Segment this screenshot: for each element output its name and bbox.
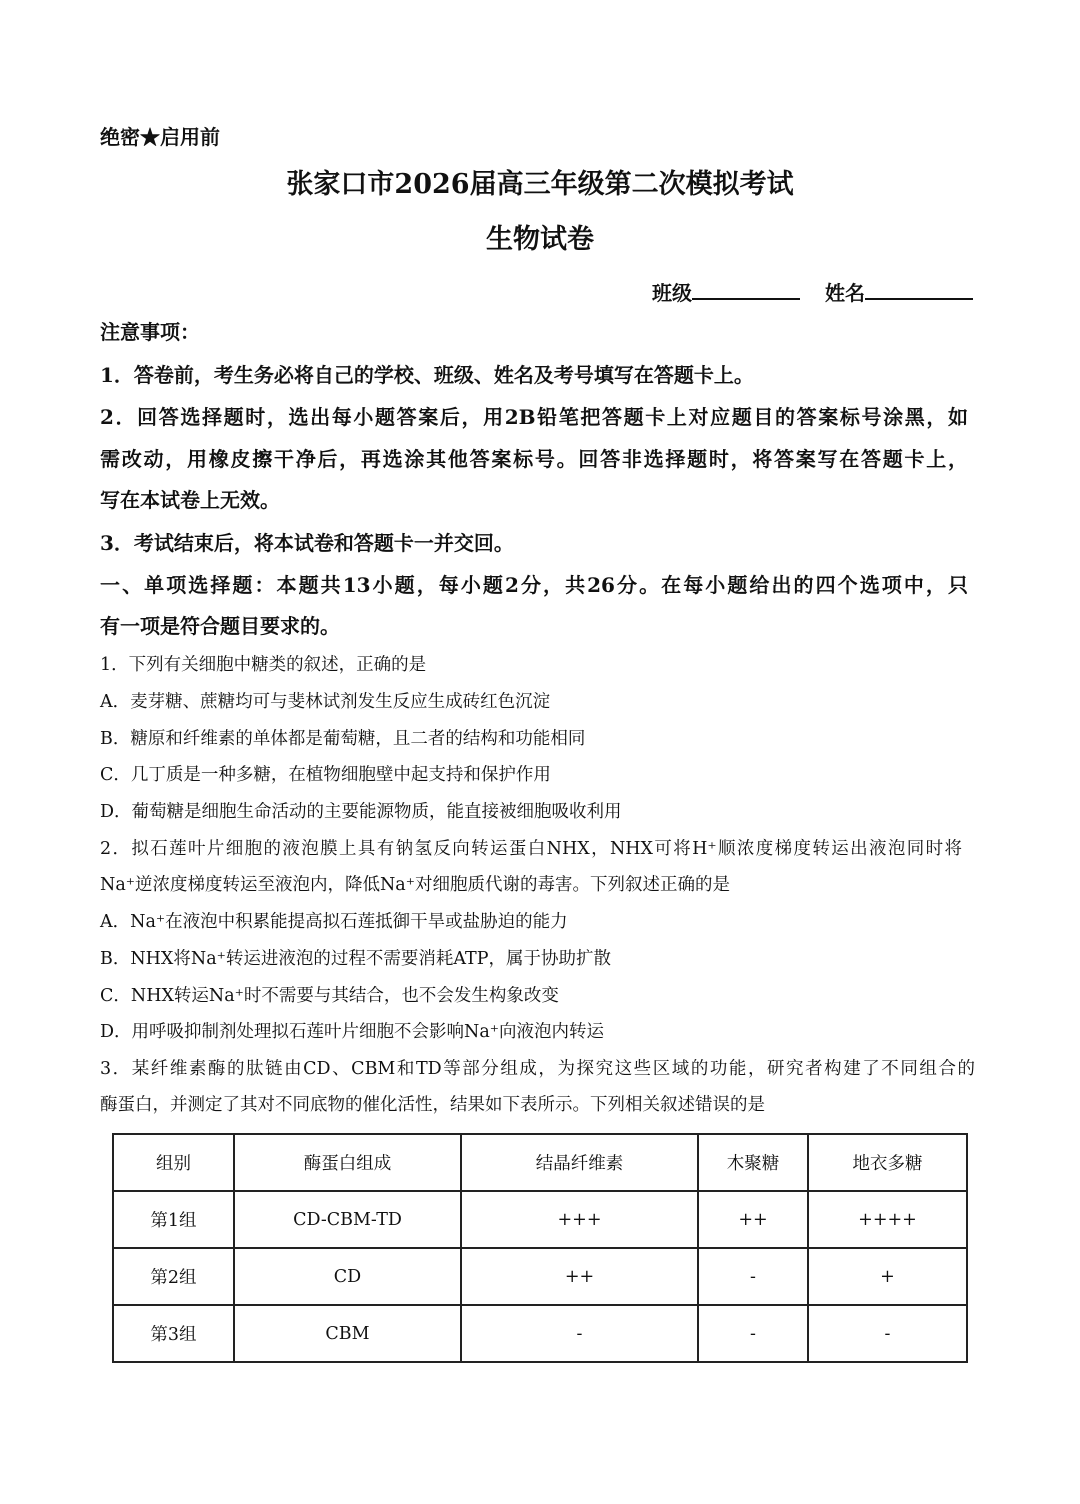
table-row [113, 1191, 967, 1248]
table-cell: 第3组 [113, 1305, 234, 1362]
section-heading: 一、单项选择题：本题共13小题，每小题2分，共26分。在每小题给出的四个选项中，只 [100, 573, 968, 597]
note-line: 需改动，用橡皮擦干净后，再选涂其他答案标号。回答非选择题时，将答案写在答题卡上， [100, 447, 968, 471]
name-label: 姓名 [824, 281, 865, 305]
question-option: B．糖原和纤维素的单体都是葡萄糖，且二者的结构和功能相同 [100, 729, 586, 749]
exam-title: 张家口市2026届高三年级第二次模拟考试 [286, 169, 794, 200]
table-cell: CD [234, 1248, 461, 1305]
note-line: 2．回答选择题时，选出每小题答案后，用2B铅笔把答题卡上对应题目的答案标号涂黑，如 [100, 405, 968, 429]
table-header: 结晶纤维素 [461, 1134, 698, 1191]
question-option: D．葡萄糖是细胞生命活动的主要能源物质，能直接被细胞吸收利用 [100, 802, 622, 822]
table-cell: ++++ [808, 1191, 967, 1248]
table-cell: 第2组 [113, 1248, 234, 1305]
table-cell: + [808, 1248, 967, 1305]
table-cell: 第1组 [113, 1191, 234, 1248]
table-cell: - [698, 1248, 808, 1305]
question-stem: 2．拟石莲叶片细胞的液泡膜上具有钠氢反向转运蛋白NHX，NHX可将H⁺顺浓度梯度转运出液泡同时将 [100, 839, 962, 859]
question-option: A．Na⁺在液泡中积累能提高拟石莲抵御干旱或盐胁迫的能力 [100, 912, 568, 932]
question-option: D．用呼吸抑制剂处理拟石莲叶片细胞不会影响Na⁺向液泡内转运 [100, 1022, 605, 1042]
enzyme-activity-table [112, 1133, 968, 1363]
question-stem: 3．某纤维素酶的肽链由CD、CBM和TD等部分组成，为探究这些区域的功能，研究者构建了不同组合的 [100, 1059, 975, 1079]
table-cell: ++ [461, 1248, 698, 1305]
class-label: 班级 [652, 281, 692, 305]
name-blank [865, 280, 973, 300]
question-stem: 1．下列有关细胞中糖类的叙述，正确的是 [100, 655, 427, 675]
question-stem: Na⁺逆浓度梯度转运至液泡内，降低Na⁺对细胞质代谢的毒害。下列叙述正确的是 [100, 875, 730, 895]
class-name-fields [652, 280, 973, 303]
question-stem: 酶蛋白，并测定了其对不同底物的催化活性，结果如下表所示。下列相关叙述错误的是 [100, 1095, 765, 1115]
table-cell: +++ [461, 1191, 698, 1248]
table-cell: CBM [234, 1305, 461, 1362]
table-cell: CD-CBM-TD [234, 1191, 461, 1248]
notes-heading: 注意事项： [100, 320, 200, 344]
question-option: C．几丁质是一种多糖，在植物细胞壁中起支持和保护作用 [100, 765, 551, 785]
table-row [113, 1248, 967, 1305]
table-cell: ++ [698, 1191, 808, 1248]
note-line: 写在本试卷上无效。 [100, 488, 280, 512]
table-cell: - [808, 1305, 967, 1362]
table-header-row [113, 1134, 967, 1191]
section-heading: 有一项是符合题目要求的。 [100, 614, 340, 638]
table-header: 酶蛋白组成 [234, 1134, 461, 1191]
table-header: 木聚糖 [698, 1134, 808, 1191]
note-line: 3．考试结束后，将本试卷和答题卡一并交回。 [100, 531, 514, 555]
question-option: B．NHX将Na⁺转运进液泡的过程不需要消耗ATP，属于协助扩散 [100, 949, 612, 969]
table-cell: - [461, 1305, 698, 1362]
table-cell: - [698, 1305, 808, 1362]
table-row [113, 1305, 967, 1362]
question-option: A．麦芽糖、蔗糖均可与斐林试剂发生反应生成砖红色沉淀 [100, 692, 551, 712]
table-header: 组别 [113, 1134, 234, 1191]
note-line: 1．答卷前，考生务必将自己的学校、班级、姓名及考号填写在答题卡上。 [100, 363, 754, 387]
question-option: C．NHX转运Na⁺时不需要与其结合，也不会发生构象改变 [100, 986, 559, 1006]
table-header: 地衣多糖 [808, 1134, 967, 1191]
secret-label: 绝密★启用前 [100, 125, 220, 149]
exam-subtitle: 生物试卷 [486, 224, 594, 255]
class-blank [692, 280, 800, 300]
